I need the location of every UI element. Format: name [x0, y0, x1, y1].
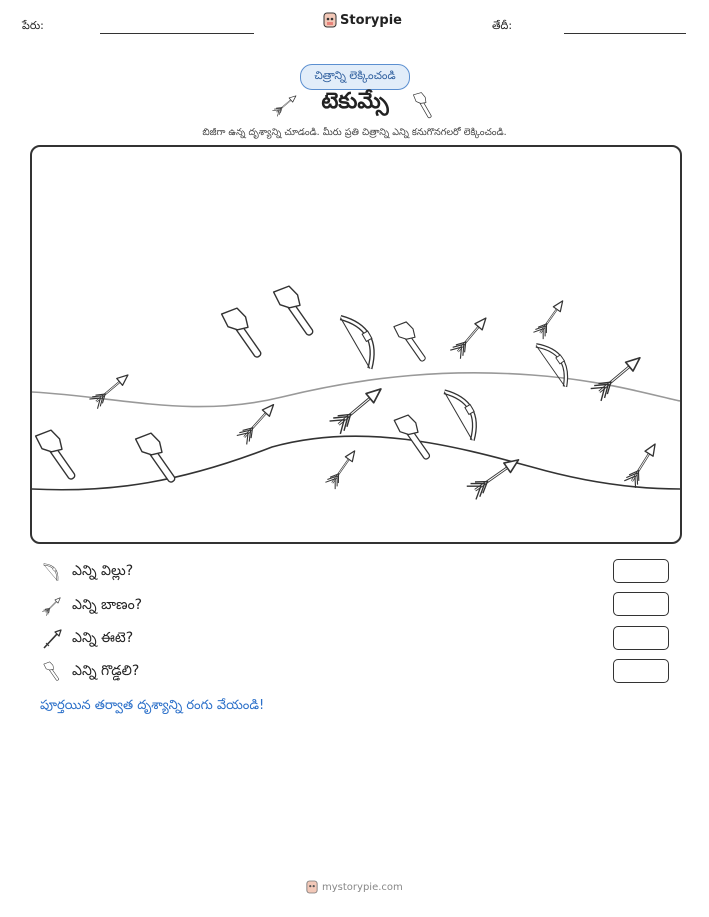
activity-badge: చిత్రాన్ని లెక్కించండి: [300, 64, 410, 90]
date-label: తేదీ:: [492, 19, 513, 32]
arrow: [237, 400, 279, 444]
bow: [444, 384, 486, 440]
busy-scene: [30, 145, 682, 544]
instructions: బిజీగా ఉన్న దృశ్యాన్ని చూడండి. మీరు ప్రతి చిత్రాన్ని ఎన్ని కనుగొనగలరో లెక్కించండి.: [202, 127, 507, 138]
footer: [306, 880, 403, 894]
arrow-icon: [268, 90, 302, 120]
answer-box-spear[interactable]: [613, 626, 669, 650]
arrow: [591, 352, 645, 401]
arrow: [89, 370, 132, 409]
axe: [393, 411, 437, 463]
arrow: [467, 453, 523, 499]
question-bow: [40, 560, 133, 584]
page-title: టెకుమ్సే: [321, 89, 389, 114]
brand-name: Storypie: [340, 12, 402, 28]
arrow: [450, 314, 491, 359]
axe-icon: [40, 660, 64, 684]
question-text: ఎన్ని ఈటె?: [72, 629, 134, 646]
question-arrow: [40, 594, 142, 618]
arrow: [624, 441, 660, 488]
far-hill-line: [32, 373, 680, 407]
question-text: ఎన్ని గొడ్డలి?: [72, 662, 140, 679]
mascot-icon: [323, 12, 337, 28]
answer-box-arrow[interactable]: [613, 592, 669, 616]
mascot-icon: [306, 880, 318, 894]
bow-icon: [40, 560, 64, 584]
question-axe: [40, 660, 139, 684]
spear-icon: [40, 627, 64, 651]
axe: [34, 426, 83, 483]
question-spear: [40, 627, 133, 651]
answer-box-axe[interactable]: [613, 659, 669, 683]
axe-icon: [406, 90, 440, 122]
answer-box-bow[interactable]: [613, 559, 669, 583]
arrow: [533, 297, 567, 339]
arrow: [330, 383, 387, 434]
question-text: ఎన్ని బాణం?: [72, 596, 143, 613]
date-line[interactable]: [564, 33, 686, 34]
bow: [340, 309, 384, 368]
axe: [272, 282, 321, 339]
name-label: పేరు:: [22, 19, 44, 32]
footer-url[interactable]: mystorypie.com: [322, 881, 403, 893]
axe: [393, 318, 432, 364]
storypie-logo: [323, 12, 402, 28]
arrow: [325, 447, 359, 489]
question-text: ఎన్ని విల్లు?: [72, 562, 134, 579]
axe: [134, 429, 183, 486]
coloring-note: పూర్తయిన తర్వాత దృశ్యాన్ని రంగు వేయండి!: [40, 698, 265, 713]
arrow-icon: [40, 594, 64, 618]
axe: [220, 304, 269, 361]
near-hill-line: [32, 436, 680, 490]
name-line[interactable]: [100, 33, 254, 34]
